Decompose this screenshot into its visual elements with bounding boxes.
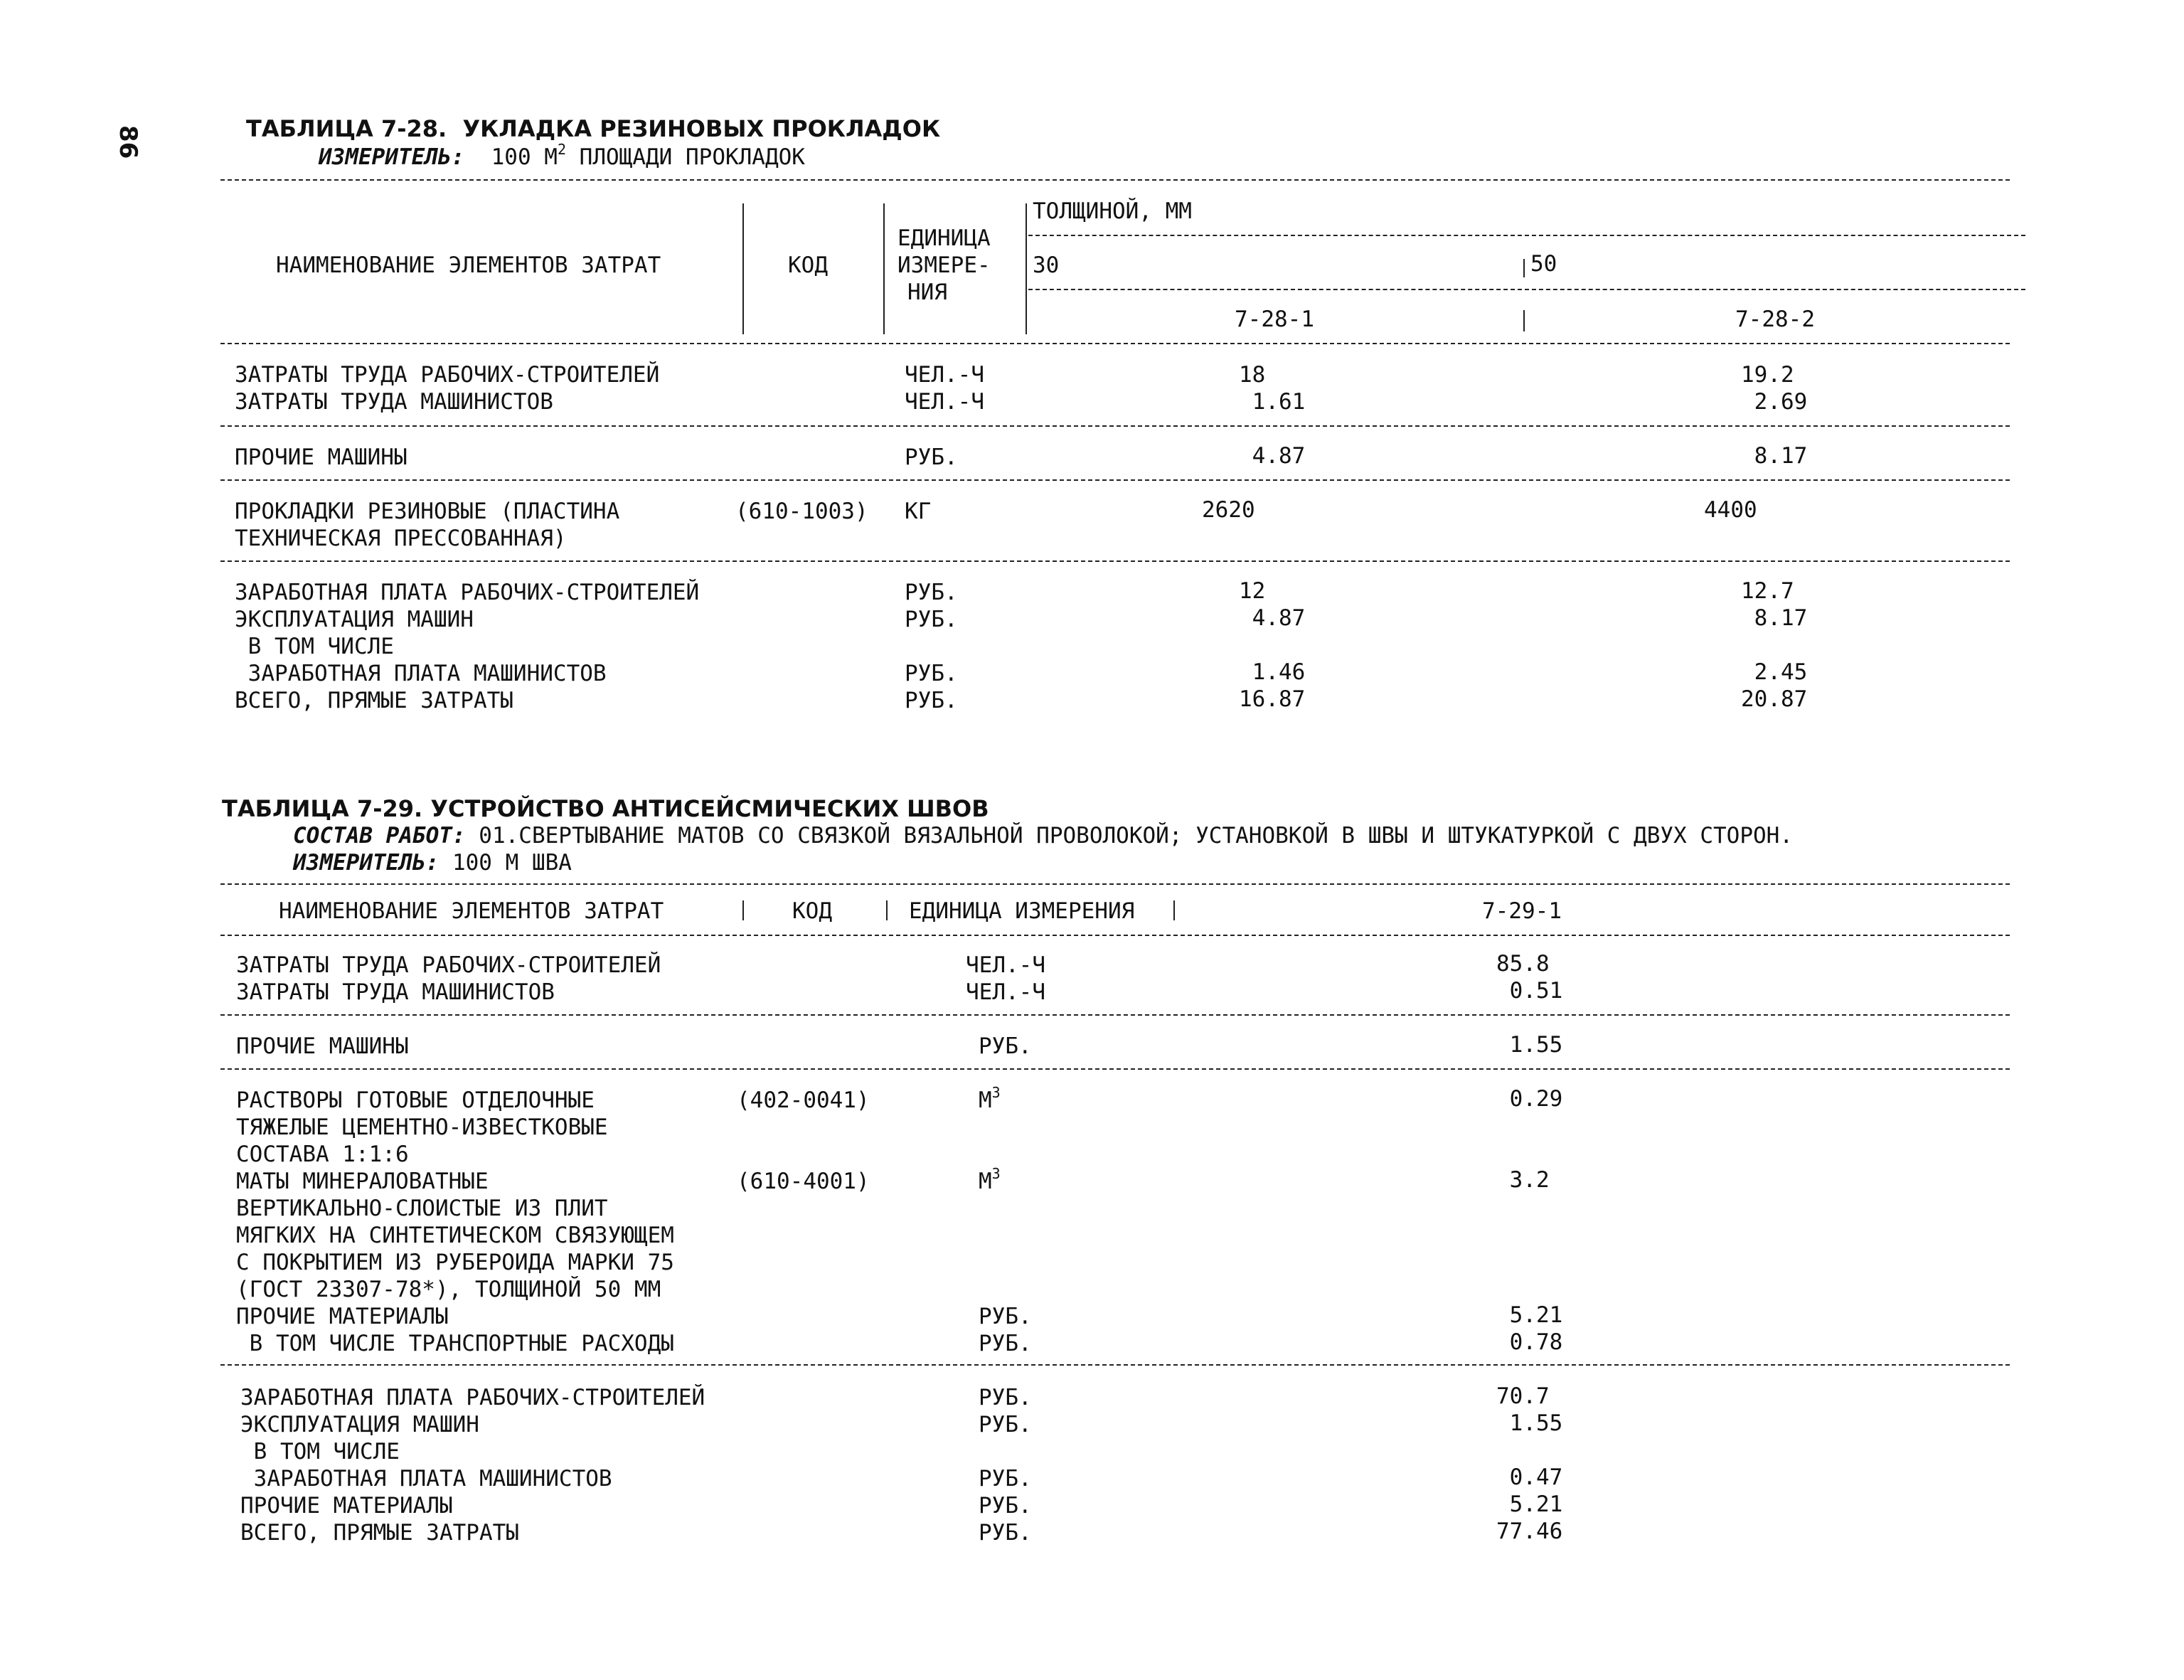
header-thick-50: 50 xyxy=(1530,251,1557,277)
header-divider xyxy=(883,203,885,334)
table-row-unit: РУБ. xyxy=(979,1331,1032,1356)
rule xyxy=(220,560,2010,562)
table-row-value: 1.55 xyxy=(1496,1410,1563,1436)
rule xyxy=(220,425,2010,427)
table-row-name: ВЕРТИКАЛЬНО-СЛОИСТЫЕ ИЗ ПЛИТ xyxy=(236,1196,608,1221)
table-row-unit: РУБ. xyxy=(979,1385,1032,1410)
header-unit-2: ИЗМЕРЕ- xyxy=(897,252,991,278)
rule xyxy=(220,883,2010,885)
table-row-unit xyxy=(979,1084,1001,1114)
table-row-name: В ТОМ ЧИСЛЕ ТРАНСПОРТНЫЕ РАСХОДЫ xyxy=(236,1331,674,1356)
unit-text: М xyxy=(979,1088,992,1113)
rule xyxy=(220,479,2010,481)
table-row-unit: РУБ. xyxy=(979,1033,1032,1059)
header-code: КОД xyxy=(788,252,828,278)
table-row-value: 4.87 xyxy=(1239,605,1306,631)
table-row-name: ВСЕГО, ПРЯМЫЕ ЗАТРАТЫ xyxy=(240,1520,519,1546)
table-row-unit: ЧЕЛ.-Ч xyxy=(905,389,984,415)
table-row-name: ЗАРАБОТНАЯ ПЛАТА МАШИНИСТОВ xyxy=(240,1466,612,1492)
table-row-name: ЗАРАБОТНАЯ ПЛАТА РАБОЧИХ-СТРОИТЕЛЕЙ xyxy=(235,580,700,605)
table-row-value: 70.7 xyxy=(1496,1383,1550,1409)
header-divider xyxy=(1523,259,1525,277)
work-value: 01.СВЕРТЫВАНИЕ МАТОВ СО СВЯЗКОЙ ВЯЗАЛЬНОЙ ПРОВОЛОКОЙ; УСТАНОВКОЙ В ШВЫ И ШТУКАТУРКОЙ С ДВУХ СТОРОН. xyxy=(465,823,1793,849)
table-row-value: 0.78 xyxy=(1496,1329,1563,1355)
header-divider xyxy=(1026,203,1027,334)
rule xyxy=(220,935,2010,936)
table-row-name: ПРОЧИЕ МАШИНЫ xyxy=(235,445,407,470)
table-row-value: 0.47 xyxy=(1496,1464,1563,1490)
table-row-name: РАСТВОРЫ ГОТОВЫЕ ОТДЕЛОЧНЫЕ xyxy=(236,1088,595,1113)
header-divider xyxy=(1173,900,1175,920)
table-row-code: (610-4001) xyxy=(737,1169,870,1194)
measure-label: ИЗМЕРИТЕЛЬ: xyxy=(293,850,440,876)
rule xyxy=(220,343,2010,344)
table-row-unit xyxy=(979,1165,1001,1195)
table-row-value: 18 xyxy=(1239,362,1266,388)
header-unit-3: НИЯ xyxy=(907,280,947,305)
table-row-name: (ГОСТ 23307-78*), ТОЛЩИНОЙ 50 ММ xyxy=(236,1277,661,1302)
table-row-value: 3.2 xyxy=(1496,1167,1550,1193)
rule xyxy=(220,1014,2010,1016)
header-code: КОД xyxy=(792,898,832,924)
header-col2: 7-28-2 xyxy=(1735,307,1815,332)
header-divider xyxy=(742,203,744,334)
table-row-value: 5.21 xyxy=(1496,1492,1563,1517)
unit-sup: 3 xyxy=(991,1165,1001,1182)
measure-value: 100 М ШВА xyxy=(439,850,572,876)
header-divider xyxy=(886,900,888,920)
table-row-value: 8.17 xyxy=(1741,605,1808,631)
table-row-code: (610-1003) xyxy=(735,499,868,524)
table-row-unit: РУБ. xyxy=(979,1520,1032,1546)
table-row-name: В ТОМ ЧИСЛЕ xyxy=(240,1439,400,1464)
table-row-value: 85.8 xyxy=(1496,951,1550,977)
header-thickness: ТОЛЩИНОЙ, ММ xyxy=(1033,198,1192,224)
table-row-unit: КГ xyxy=(905,499,932,524)
table-row-unit: РУБ. xyxy=(905,661,958,686)
table-row-unit: РУБ. xyxy=(905,445,958,470)
table-row-name: ПРОЧИЕ МАШИНЫ xyxy=(236,1033,409,1059)
header-unit: ЕДИНИЦА ИЗМЕРЕНИЯ xyxy=(909,898,1135,924)
table-row-name: МЯГКИХ НА СИНТЕТИЧЕСКОМ СВЯЗУЮЩЕМ xyxy=(236,1223,674,1248)
table-row-unit: РУБ. xyxy=(979,1466,1032,1492)
table-row-unit: РУБ. xyxy=(905,607,958,632)
table-row-value: 2.69 xyxy=(1741,389,1808,415)
rule xyxy=(1028,289,2025,290)
table-28-title: ТАБЛИЦА 7-28. УКЛАДКА РЕЗИНОВЫХ ПРОКЛАДОК xyxy=(246,115,941,142)
table-row-value: 4.87 xyxy=(1239,443,1306,469)
table-row-value: 12 xyxy=(1239,578,1266,604)
table-row-unit: ЧЕЛ.-Ч xyxy=(905,362,984,388)
table-row-name: ПРОЧИЕ МАТЕРИАЛЫ xyxy=(236,1304,449,1329)
rule xyxy=(220,179,2010,181)
header-col1: 7-29-1 xyxy=(1482,898,1562,924)
table-row-value: 2620 xyxy=(1202,497,1255,523)
table-row-value: 77.46 xyxy=(1496,1519,1563,1544)
rule xyxy=(220,1364,2010,1366)
table-row-value: 12.7 xyxy=(1741,578,1794,604)
table-row-name: ВСЕГО, ПРЯМЫЕ ЗАТРАТЫ xyxy=(235,688,513,713)
table-row-value: 1.61 xyxy=(1239,389,1306,415)
table-row-name-cont: ТЕХНИЧЕСКАЯ ПРЕССОВАННАЯ) xyxy=(235,526,567,551)
table-row-unit: РУБ. xyxy=(979,1412,1032,1437)
table-row-value: 1.46 xyxy=(1239,659,1306,685)
table-row-value: 16.87 xyxy=(1239,686,1306,712)
table-row-unit: РУБ. xyxy=(979,1493,1032,1519)
table-29-title: ТАБЛИЦА 7-29. УСТРОЙСТВО АНТИСЕЙСМИЧЕСКИХ ШВОВ xyxy=(222,795,989,822)
table-row-value: 5.21 xyxy=(1496,1302,1563,1328)
table-row-unit: РУБ. xyxy=(905,688,958,713)
unit-sup: 3 xyxy=(991,1084,1001,1101)
table-row-name: ЗАТРАТЫ ТРУДА МАШИНИСТОВ xyxy=(235,389,553,415)
table-row-name: ЭКСПЛУАТАЦИЯ МАШИН xyxy=(235,607,474,632)
table-row-name: С ПОКРЫТИЕМ ИЗ РУБЕРОИДА МАРКИ 75 xyxy=(236,1250,674,1275)
table-row-name: ЗАТРАТЫ ТРУДА РАБОЧИХ-СТРОИТЕЛЕЙ xyxy=(236,952,661,978)
table-row-name: ПРОКЛАДКИ РЕЗИНОВЫЕ (ПЛАСТИНА xyxy=(235,499,620,524)
header-name: НАИМЕНОВАНИЕ ЭЛЕМЕНТОВ ЗАТРАТ xyxy=(279,898,664,924)
table-row-name: ПРОЧИЕ МАТЕРИАЛЫ xyxy=(240,1493,453,1519)
header-thick-30: 30 xyxy=(1033,252,1060,278)
table-29-work xyxy=(293,822,1793,849)
rule xyxy=(220,1068,2010,1070)
table-row-unit: РУБ. xyxy=(905,580,958,605)
header-col1: 7-28-1 xyxy=(1235,307,1314,332)
table-row-code: (402-0041) xyxy=(737,1088,870,1113)
measure-rest: ПЛОЩАДИ ПРОКЛАДОК xyxy=(566,144,805,170)
table-row-name: ТЯЖЕЛЫЕ ЦЕМЕНТНО-ИЗВЕСТКОВЫЕ xyxy=(236,1115,608,1140)
table-row-name: ЗАТРАТЫ ТРУДА РАБОЧИХ-СТРОИТЕЛЕЙ xyxy=(235,362,660,388)
table-row-value: 20.87 xyxy=(1741,686,1808,712)
table-row-name: МАТЫ МИНЕРАЛОВАТНЫЕ xyxy=(236,1169,489,1194)
table-row-value: 1.55 xyxy=(1496,1032,1563,1058)
table-row-value: 8.17 xyxy=(1741,443,1808,469)
measure-value: 100 М xyxy=(491,144,558,170)
work-label: СОСТАВ РАБОТ: xyxy=(293,823,466,849)
unit-text: М xyxy=(979,1169,992,1194)
header-unit-1: ЕДИНИЦА xyxy=(897,225,991,251)
table-row-name: В ТОМ ЧИСЛЕ xyxy=(235,634,394,659)
header-divider xyxy=(742,900,744,920)
header-name: НАИМЕНОВАНИЕ ЭЛЕМЕНТОВ ЗАТРАТ xyxy=(276,252,661,278)
table-row-value: 19.2 xyxy=(1741,362,1794,388)
table-row-value: 4400 xyxy=(1704,497,1757,523)
table-row-value: 2.45 xyxy=(1741,659,1808,685)
measure-label: ИЗМЕРИТЕЛЬ: xyxy=(319,144,465,170)
table-row-name: ЗАТРАТЫ ТРУДА МАШИНИСТОВ xyxy=(236,979,555,1005)
table-row-value: 0.51 xyxy=(1496,978,1563,1004)
table-row-value: 0.29 xyxy=(1496,1086,1563,1112)
rule xyxy=(1028,235,2025,236)
table-row-unit: РУБ. xyxy=(979,1304,1032,1329)
table-row-unit: ЧЕЛ.-Ч xyxy=(966,952,1045,978)
table-28-measure xyxy=(319,141,805,171)
page-number: 86 xyxy=(114,125,142,159)
table-row-unit: ЧЕЛ.-Ч xyxy=(966,979,1045,1005)
header-divider xyxy=(1523,310,1525,331)
table-29-measure xyxy=(293,849,572,876)
measure-sup: 2 xyxy=(557,141,567,158)
table-row-name: ЭКСПЛУАТАЦИЯ МАШИН xyxy=(240,1412,479,1437)
table-row-name: СОСТАВА 1:1:6 xyxy=(236,1142,409,1167)
table-row-name: ЗАРАБОТНАЯ ПЛАТА РАБОЧИХ-СТРОИТЕЛЕЙ xyxy=(240,1385,705,1410)
table-row-name: ЗАРАБОТНАЯ ПЛАТА МАШИНИСТОВ xyxy=(235,661,607,686)
